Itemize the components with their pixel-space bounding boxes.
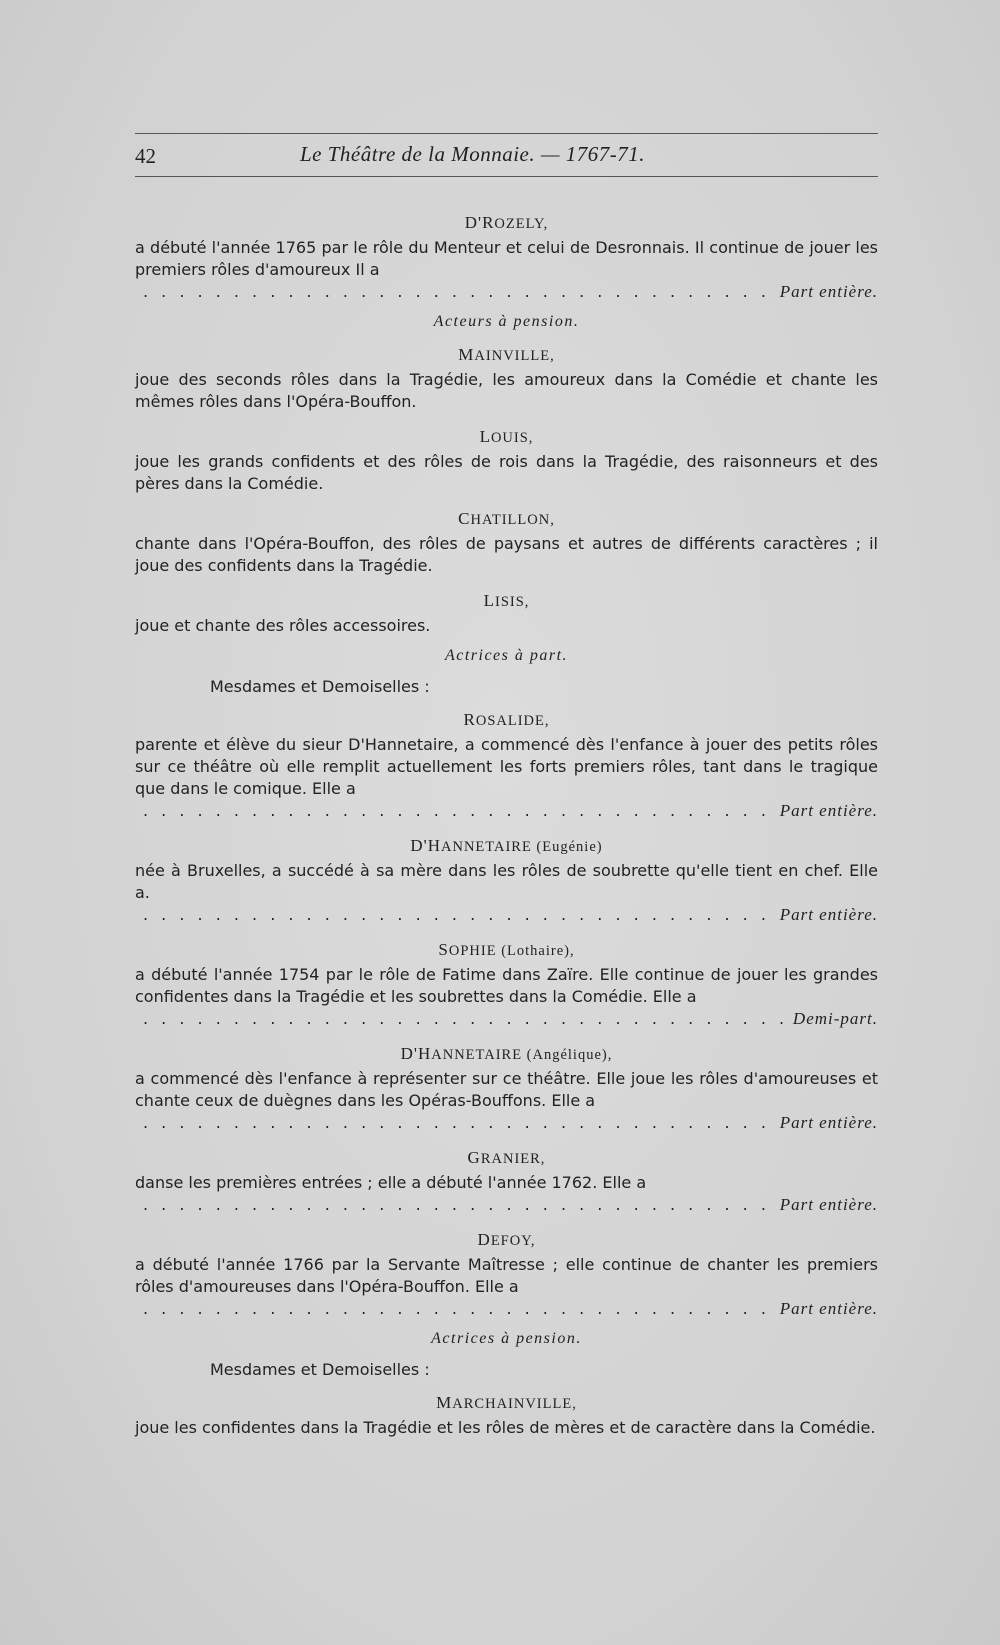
performer-name (135, 1148, 878, 1168)
performer-description (135, 237, 878, 281)
section-heading: Acteurs à pension. (433, 313, 580, 330)
performer-name (135, 427, 878, 447)
leader-dots (143, 800, 772, 822)
share-line (135, 800, 878, 822)
share-line (135, 1112, 878, 1134)
performer-name (135, 1393, 878, 1413)
performer-description (135, 860, 878, 904)
performer-name-rest: ANNETAIRE (Angélique), (431, 1047, 613, 1063)
performer-name-initial: G (467, 1148, 481, 1167)
performer-name (135, 345, 878, 365)
share-status: Part entière. (779, 1113, 878, 1132)
share-status: Part entière. (779, 905, 878, 924)
performer-name (135, 836, 878, 856)
performer-name (135, 213, 878, 233)
description-text: danse les premières entrées ; elle a débuté l'année 1762. Elle a (135, 1173, 647, 1192)
section-heading: Actrices à part. (444, 647, 569, 664)
performer-name (135, 1230, 878, 1250)
share-line (135, 281, 878, 303)
share-line (135, 904, 878, 926)
performer-name-initial: D'H (410, 836, 442, 855)
performer-name-rest: OSALIDE, (475, 713, 550, 729)
share-line (135, 1008, 878, 1030)
share-status: Demi-part. (792, 1009, 878, 1028)
performer-name-rest: EFOY, (490, 1233, 536, 1249)
share-status: Part entière. (779, 801, 878, 820)
performer-description: chante dans l'Opéra-Bouffon, des rôles de paysans et autres de différents caractères ; il joue des confidents dans la Tragédie. (135, 534, 878, 575)
header-bottom-rule (135, 176, 878, 177)
description-text: a débuté l'année 1754 par le rôle de Fatime dans Zaïre. Elle continue de jouer les grandes confidentes dans la Tragédie et les soubrettes dans la Comédie. Elle a (135, 965, 878, 1006)
page-body (135, 205, 878, 1439)
leader-dots (143, 904, 772, 926)
performer-description: joue les confidentes dans la Tragédie et les rôles de mères et de caractère dans la Comédie. (135, 1418, 876, 1437)
performer-name-initial: L (483, 591, 495, 610)
description-text: a débuté l'année 1765 par le rôle du Menteur et celui de Desronnais. Il continue de jouer les premiers rôles d'amoureux Il a (135, 238, 878, 279)
performer-name-rest: RANIER, (480, 1151, 546, 1167)
performer-name-initial: S (438, 940, 449, 959)
description-text: parente et élève du sieur D'Hannetaire, a commencé dès l'enfance à jouer des petits rôles sur ce théâtre où elle remplit actuellement les forts premiers rôles, tant dans le tragique que dans le comique. Elle a (135, 735, 878, 798)
performer-name (135, 509, 878, 529)
performer-description (135, 964, 878, 1008)
description-text: née à Bruxelles, a succédé à sa mère dans les rôles de soubrette qu'elle tient en chef. Elle a. (135, 861, 878, 902)
share-status: Part entière. (779, 1299, 878, 1318)
performer-name-rest: ISIS, (494, 594, 530, 610)
performer-name-initial: C (458, 509, 471, 528)
performer-name-rest: AINVILLE, (474, 348, 555, 364)
header-top-rule (135, 133, 878, 134)
description-text: a débuté l'année 1766 par la Servante Maîtresse ; elle continue de chanter les premiers rôles d'amoureuses dans l'Opéra-Bouffon. Elle a (135, 1255, 878, 1296)
performer-description: joue les grands confidents et des rôles de rois dans la Tragédie, des raisonneurs et des pères dans la Comédie. (135, 452, 878, 493)
performer-name (135, 940, 878, 960)
performer-name-initial: M (458, 345, 475, 364)
performer-description (135, 1254, 878, 1298)
performer-name (135, 710, 878, 730)
share-status: Part entière. (779, 282, 878, 301)
performer-name-initial: D'R (464, 213, 495, 232)
leader-dots (143, 1298, 772, 1320)
performer-name-initial: R (463, 710, 476, 729)
performer-description (135, 1068, 878, 1112)
performer-description: joue et chante des rôles accessoires. (135, 616, 431, 635)
performer-description: joue des seconds rôles dans la Tragédie, les amoureux dans la Comédie et chante les mêmes rôles dans l'Opéra-Bouffon. (135, 370, 878, 411)
performer-name-rest: HATILLON, (470, 512, 555, 528)
running-header (135, 142, 878, 176)
performer-name-rest: OZELY, (494, 216, 549, 232)
performer-name-rest: OPHIE (Lothaire), (448, 943, 575, 959)
leader-dots (143, 1194, 772, 1216)
salutation: Mesdames et Demoiselles : (210, 1360, 430, 1379)
performer-description (135, 734, 878, 800)
performer-name (135, 1044, 878, 1064)
salutation: Mesdames et Demoiselles : (210, 677, 430, 696)
performer-name (135, 591, 878, 611)
performer-description (135, 1172, 878, 1194)
page-number: 42 (135, 144, 156, 168)
share-line (135, 1194, 878, 1216)
share-line (135, 1298, 878, 1320)
leader-dots (143, 281, 772, 303)
description-text: a commencé dès l'enfance à représenter sur ce théâtre. Elle joue les rôles d'amoureuses et chante ceux de duègnes dans les Opéras-Bouffons. Elle a (135, 1069, 878, 1110)
leader-dots (143, 1112, 772, 1134)
performer-name-initial: M (436, 1393, 453, 1412)
leader-dots (143, 1008, 785, 1030)
running-title: Le Théâtre de la Monnaie. — 1767-71. (300, 142, 646, 166)
share-status: Part entière. (779, 1195, 878, 1214)
performer-name-rest: ARCHAINVILLE, (452, 1396, 577, 1412)
performer-name-initial: L (479, 427, 491, 446)
performer-name-rest: OUIS, (490, 430, 534, 446)
section-heading: Actrices à pension. (431, 1330, 582, 1347)
performer-name-initial: D'H (400, 1044, 432, 1063)
performer-name-rest: ANNETAIRE (Eugénie) (441, 839, 603, 855)
performer-name-initial: D (477, 1230, 491, 1249)
